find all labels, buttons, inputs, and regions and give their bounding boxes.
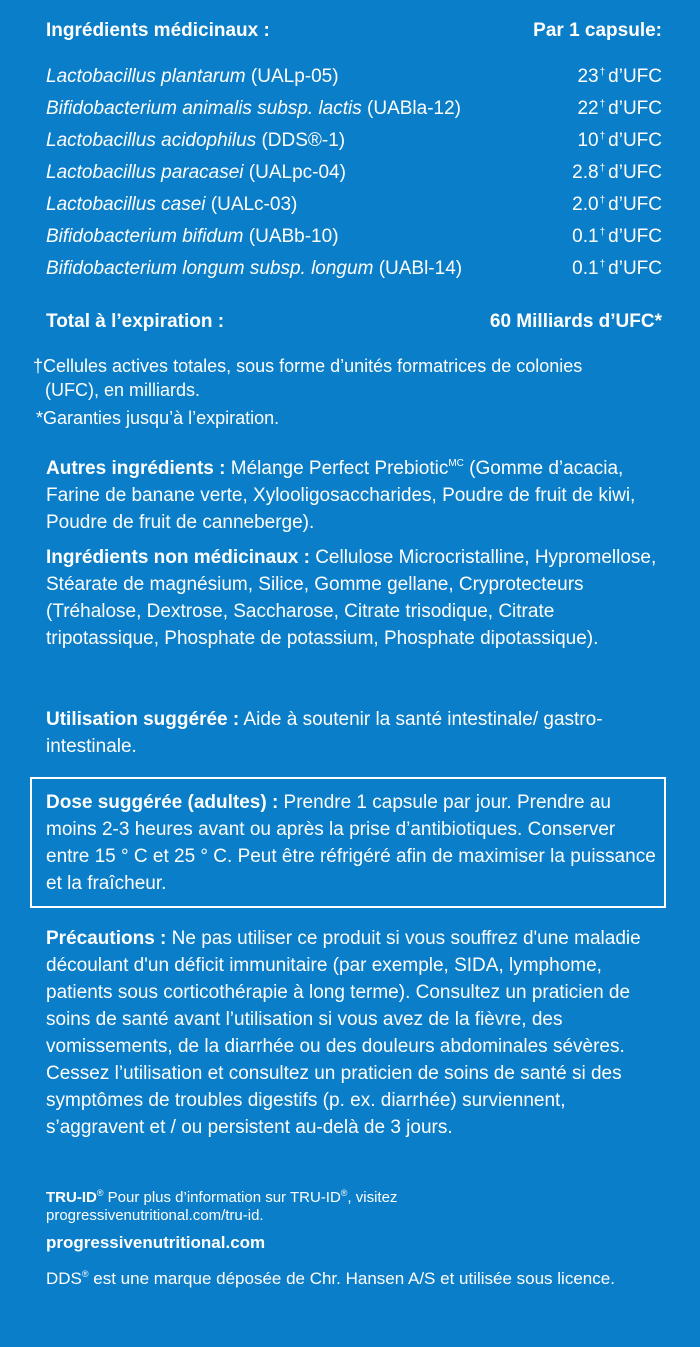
- dagger-note: [33, 354, 582, 402]
- ingredients-header-row: [46, 20, 662, 42]
- ingredient-row: [46, 226, 662, 248]
- other-ingredients: Autres ingrédients : Mélange Perfect Prebiotic$^{MC}$ (Gomme d’acacia, Farine de banane verte, Xylooligosaccharides, Poudre de fruit de kiwi, Poudre de fruit de canneberge).: [46, 458, 636, 533]
- ingredient-name: Bifidobacterium bifidum (UABb-10): [46, 226, 339, 247]
- ingredient-row: [46, 66, 662, 88]
- ingredient-name: Lactobacillus plantarum (UALp-05): [46, 66, 339, 87]
- total-row: [46, 311, 662, 333]
- ingredient-amount: 2.0† d’UFC: [572, 194, 662, 215]
- total-label: Total à l’expiration :: [46, 311, 225, 332]
- ingredient-amount: 10† d’UFC: [577, 130, 662, 151]
- dose-box: [30, 777, 666, 908]
- tru-id-brand: TRU-ID: [46, 1189, 97, 1206]
- per-capsule-header: Par 1 capsule:: [533, 20, 662, 41]
- ingredient-row: [46, 162, 662, 184]
- ingredient-row: [46, 98, 662, 120]
- ingredient-name: Lactobacillus acidophilus (DDS®-1): [46, 130, 346, 151]
- asterisk-note: *Garanties jusqu’à l’expiration.: [36, 408, 280, 428]
- suggested-dose-label: Dose suggérée (adultes) :: [46, 792, 279, 813]
- ingredient-name: Bifidobacterium animalis subsp. lactis (UABla-12): [46, 98, 462, 119]
- suggested-dose: Dose suggérée (adultes) : Prendre 1 capsule par jour. Prendre au moins 2-3 heures avant ou après la prise d’antibiotiques. Conserver entre 15 ° C et 25 ° C. Peut être réfrigéré afin de maximiser la puissance et la fraîcheur.: [46, 792, 656, 894]
- tru-id-url[interactable]: progressivenutritional.com/tru-id.: [46, 1207, 264, 1224]
- ingredient-amount: 23† d’UFC: [577, 66, 662, 87]
- precautions-label: Précautions :: [46, 928, 167, 949]
- total-value: 60 Milliards d’UFC*: [489, 311, 662, 332]
- ingredient-row: [46, 194, 662, 216]
- website-link[interactable]: progressivenutritional.com: [46, 1233, 266, 1252]
- ingredient-name: Bifidobacterium longum subsp. longum (UABl-14): [46, 258, 463, 279]
- ingredient-name: Lactobacillus casei (UALc-03): [46, 194, 298, 215]
- ingredients-header-label: Ingrédients médicinaux :: [46, 20, 270, 41]
- dagger-note-line2: (UFC), en milliards.: [45, 380, 201, 400]
- ingredient-amount: 0.1† d’UFC: [572, 226, 662, 247]
- ingredient-amount: 22† d’UFC: [577, 98, 662, 119]
- tru-id-note: TRU-ID® Pour plus d’information sur TRU-ID®, visitez progressivenutritional.com/tru-id.: [46, 1188, 398, 1224]
- other-ingredients-label: Autres ingrédients :: [46, 458, 226, 479]
- ingredient-row: [46, 258, 662, 280]
- suggested-use-label: Utilisation suggérée :: [46, 709, 240, 730]
- ingredient-amount: 0.1† d’UFC: [572, 258, 662, 279]
- non-medicinal-label: Ingrédients non médicinaux :: [46, 547, 310, 568]
- precautions: Précautions : Ne pas utiliser ce produit si vous souffrez d'une maladie découlant d'un déficit immunitaire (par exemple, SIDA, lymphome, patients sous corticothérapie à long terme). Consultez un praticien de soins de santé avant l’utilisation si vous avez de la fièvre, des vomissements, de la diarrhée ou des douleurs abdominales sévères. Cessez l’utilisation et consultez un praticien de soins de santé si des symptômes de troubles digestifs (p. ex. diarrhée) surviennent, s’aggravent et / ou persistent au-delà de 3 jours.: [46, 928, 641, 1138]
- trademark-disclaimer: DDS® est une marque déposée de Chr. Hansen A/S et utilisée sous licence.: [46, 1269, 615, 1288]
- ingredient-row: [46, 130, 662, 152]
- dagger-note-line1: †Cellules actives totales, sous forme d’unités formatrices de colonies: [33, 356, 583, 376]
- non-medicinal-ingredients: Ingrédients non médicinaux : Cellulose Microcristalline, Hypromellose, Stéarate de magnésium, Silice, Gomme gellane, Cryprotecteurs (Tréhalose, Dextrose, Saccharose, Citrate trisodique, Citrate tripotassique, Phosphate de potassium, Phosphate dipotassique).: [46, 547, 657, 649]
- ingredient-amount: 2.8† d’UFC: [572, 162, 662, 183]
- ingredient-name: Lactobacillus paracasei (UALpc-04): [46, 162, 346, 183]
- suggested-use: Utilisation suggérée : Aide à soutenir la santé intestinale/ gastro-intestinale.: [46, 709, 603, 757]
